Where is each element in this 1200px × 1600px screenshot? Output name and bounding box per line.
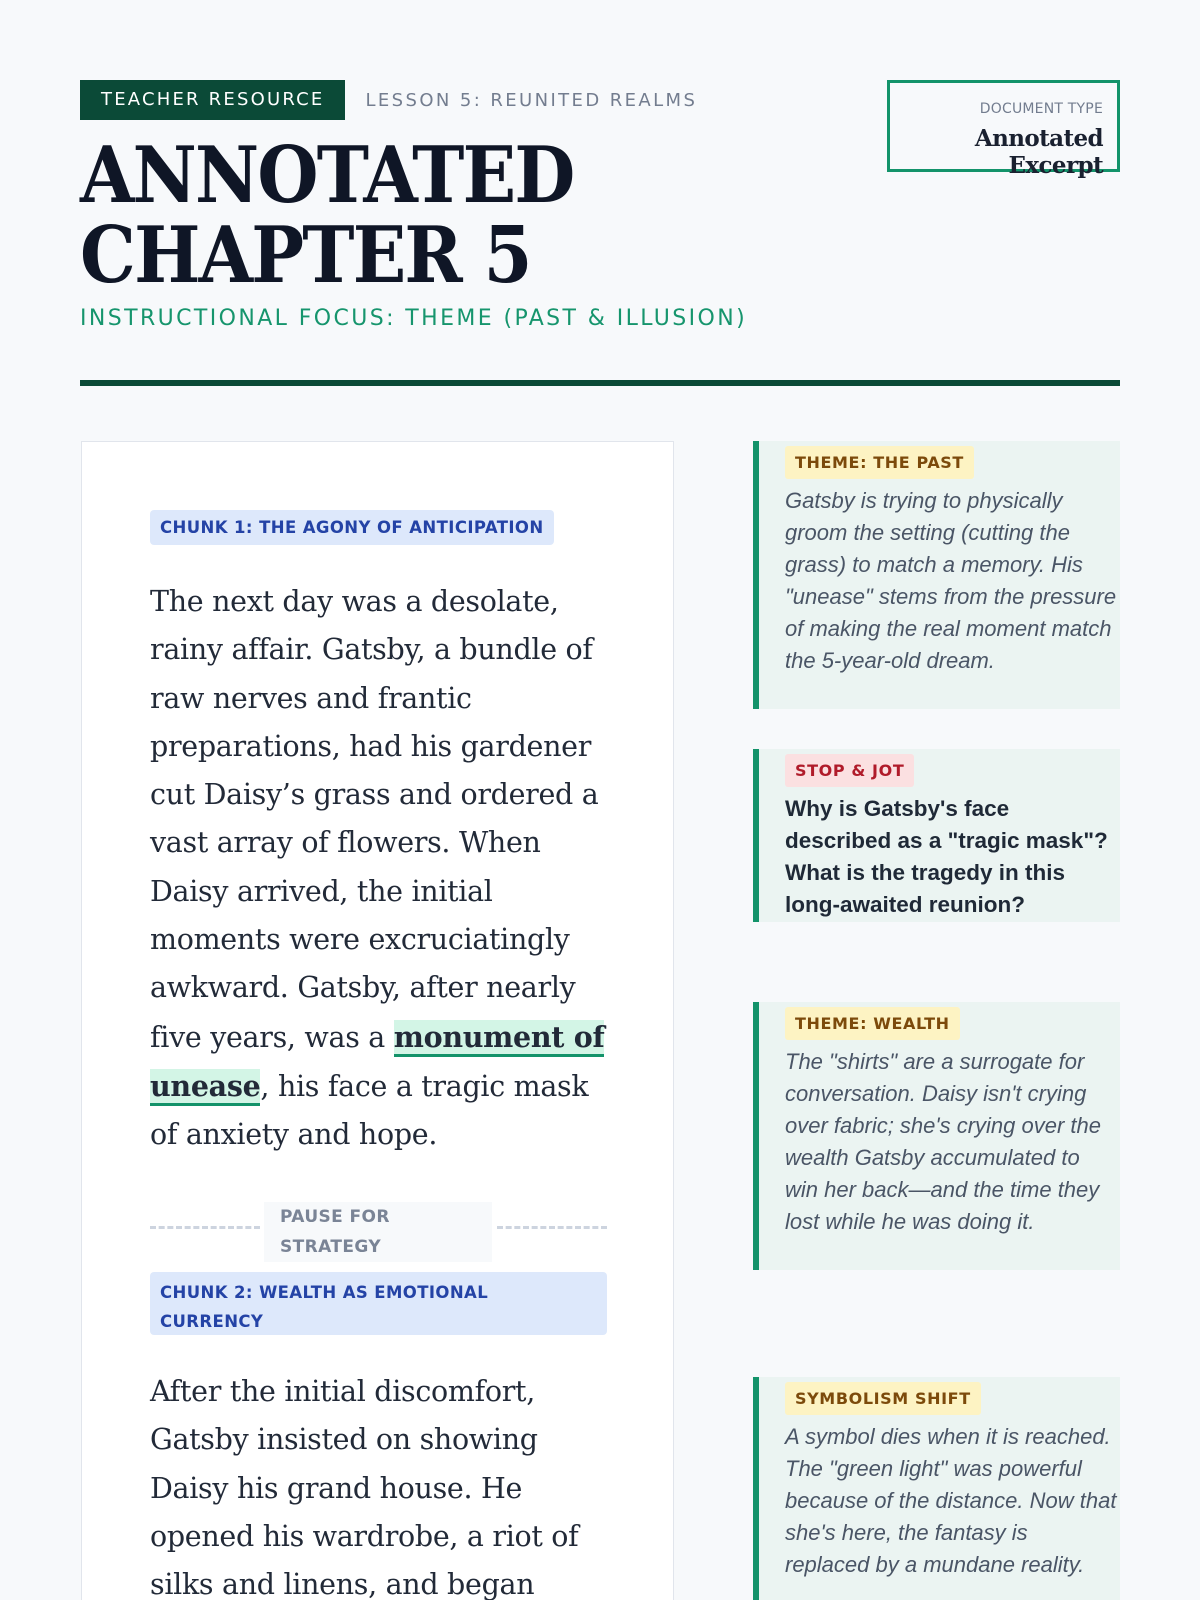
annotation-stop-and-jot <box>753 749 1120 922</box>
reading-panel <box>81 441 674 1600</box>
passage-text: The next day was a desolate, rainy affair. Gatsby, a bundle of raw nerves and frantic preparations, had his gardener cut Daisy’s grass and ordered a vast array of flowers. When Daisy arrived, the initial moments were excruciatingly awkward. Gatsby, after nearly five years, was a <box>150 585 599 1054</box>
lesson-label: LESSON 5: REUNITED REALMS <box>365 89 698 111</box>
annotation-tag: SYMBOLISM SHIFT <box>785 1382 981 1415</box>
document-type-value: Annotated Excerpt <box>974 125 1103 179</box>
dashed-line <box>497 1226 607 1229</box>
annotation-text: The "shirts" are a surrogate for conversation. Daisy isn't crying over fabric; she's crying over the wealth Gatsby accumulated to win her back—and the time they lost while he was doing it. <box>785 1049 1102 1234</box>
passage-text: , his face a tragic mask of anxiety and hope. <box>150 1069 589 1152</box>
pause-divider <box>150 1202 607 1262</box>
annotation-theme-past <box>753 441 1120 709</box>
document-header <box>80 80 1120 179</box>
highlighted-phrase: monument of unease <box>150 1020 604 1106</box>
annotation-question: Why is Gatsby's face described as a "tragic mask"? What is the tragedy in this long-awaited reunion? <box>785 796 1108 917</box>
page-title <box>80 130 710 301</box>
instructional-focus: INSTRUCTIONAL FOCUS: THEME (PAST & ILLUSION) <box>80 306 748 331</box>
annotation-tag: THEME: WEALTH <box>785 1007 960 1040</box>
pause-label: PAUSE FOR STRATEGY <box>264 1202 492 1262</box>
dashed-line <box>150 1226 260 1229</box>
annotation-tag: THEME: THE PAST <box>785 446 974 479</box>
title-line-1: ANNOTATED <box>80 130 574 221</box>
header-divider <box>80 380 1120 386</box>
chunk-2-label: CHUNK 2: WEALTH AS EMOTIONAL CURRENCY <box>150 1272 607 1335</box>
resource-badge: TEACHER RESOURCE <box>80 80 345 120</box>
chunk-1-passage <box>150 578 620 1160</box>
title-line-2: CHAPTER 5 <box>80 210 531 301</box>
document-type-box <box>887 80 1120 179</box>
annotation-theme-wealth <box>753 1002 1120 1270</box>
chunk-1-label: CHUNK 1: THE AGONY OF ANTICIPATION <box>150 510 554 545</box>
chunk-2-passage: After the initial discomfort, Gatsby insisted on showing Daisy his grand house. He opened his wardrobe, a riot of silks and linens, and began <box>150 1375 579 1600</box>
annotation-text: Gatsby is trying to physically groom the setting (cutting the grass) to match a memory. His "unease" stems from the pressure of making the real moment match the 5-year-old dream. <box>785 488 1117 673</box>
annotation-symbolism-shift <box>753 1377 1120 1600</box>
annotation-text: A symbol dies when it is reached. The "green light" was powerful because of the distance. Now that she's here, the fantasy is replaced by a mundane reality. <box>785 1424 1117 1577</box>
annotation-tag: STOP & JOT <box>785 754 914 787</box>
document-type-label: DOCUMENT TYPE <box>979 101 1103 117</box>
